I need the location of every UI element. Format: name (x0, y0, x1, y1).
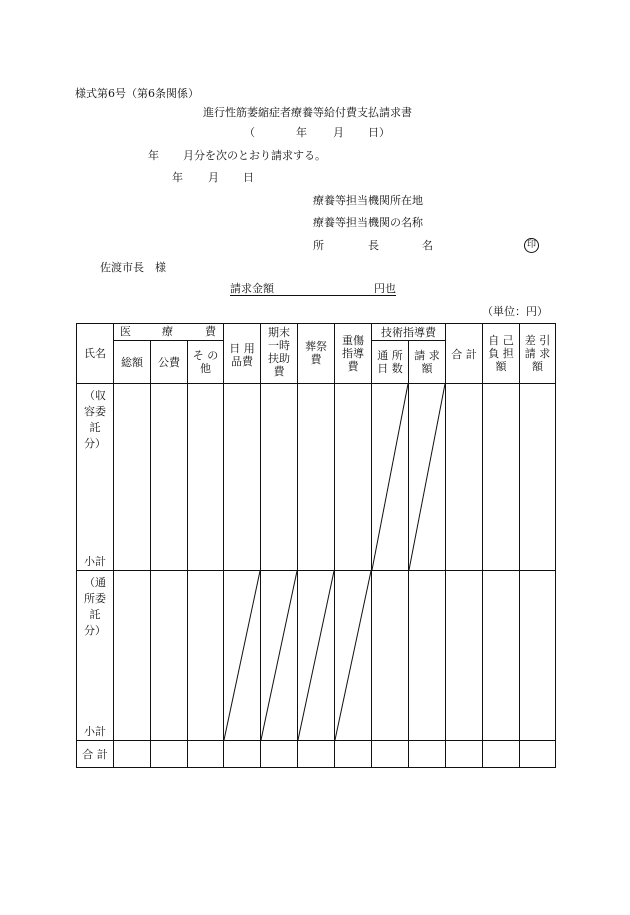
amount-suffix: 円也 (374, 282, 396, 295)
row-visit-line-3: 託 (89, 608, 101, 621)
strike-visit-funeral (261, 571, 297, 740)
sub-other-line-1: そ の (192, 349, 219, 362)
sub-claim-line-2: 額 (421, 362, 433, 375)
period-year: 年 (296, 126, 307, 139)
seal-icon: 印 (524, 238, 539, 253)
group-medical-c1: 医 (120, 325, 131, 338)
row-visit-subtotal: 小計 (84, 725, 106, 738)
row-resident-line-1: （収 (84, 389, 106, 402)
page-title: 進行性筋萎縮症者療養等給付費支払請求書 (203, 106, 412, 119)
col-self-line-3: 額 (495, 360, 507, 373)
period-month: 月 (333, 126, 344, 139)
institution-address-label: 療養等担当機関所在地 (313, 194, 423, 207)
sub-other-line-2: 他 (200, 362, 211, 375)
sub-public-header: 公費 (158, 356, 180, 369)
col-term-line-4: 費 (273, 365, 285, 378)
col-sum-header: 合 計 (451, 348, 477, 361)
director-label-3: 名 (422, 239, 433, 252)
row-resident-label (77, 388, 113, 452)
col-term-line-2: 一時 (268, 339, 290, 352)
col-net-line-1: 差 引 (524, 334, 551, 347)
row-resident-line-3: 託 (89, 421, 101, 434)
col-name-header: 氏名 (84, 347, 106, 360)
row-resident-subtotal: 小計 (84, 555, 106, 568)
table-border (77, 324, 556, 768)
col-self-pay-header (483, 334, 519, 373)
col-severe-line-1: 重傷 (342, 334, 364, 347)
col-net-claim-header (520, 334, 555, 373)
sub-other-header (188, 349, 223, 375)
col-severe-header (335, 334, 371, 373)
director-label-1: 所 (313, 239, 324, 252)
row-resident-line-4: 分） (84, 437, 106, 450)
date-day: 日 (243, 171, 254, 184)
group-tech-header: 技術指導費 (381, 326, 436, 339)
sub-visit-line-1: 通 所 (377, 349, 403, 362)
request-text: 月分を次のとおり請求する。 (183, 149, 326, 162)
col-daily-header (224, 342, 260, 368)
sub-visit-line-2: 日 数 (377, 362, 403, 375)
col-term-line-3: 扶助 (268, 352, 290, 365)
col-funeral-line-2: 費 (310, 353, 322, 366)
col-daily-line-1: 日 用 (229, 342, 255, 355)
row-grand-total: 合 計 (82, 748, 108, 761)
amount-label: 請求金額 (230, 282, 274, 295)
col-term-line-1: 期末 (268, 326, 290, 339)
date-year: 年 (172, 171, 183, 184)
col-daily-line-2: 品費 (231, 355, 253, 368)
col-term-aid-header (261, 326, 297, 378)
unit-note: （単位：円） (482, 305, 548, 318)
col-severe-line-2: 指導 (342, 347, 364, 360)
col-funeral-line-1: 葬祭 (305, 340, 327, 353)
col-severe-line-3: 費 (347, 360, 359, 373)
sub-claim-header (409, 349, 445, 375)
strike-visit-term-aid (224, 571, 260, 740)
col-net-line-2: 請 求 (524, 347, 551, 360)
director-label-2: 長 (368, 239, 379, 252)
row-visit-line-1: （通 (84, 576, 106, 589)
period-open: （ (244, 126, 255, 139)
row-visit-line-4: 分） (84, 624, 106, 637)
date-month: 月 (208, 171, 219, 184)
strike-visit-severe (298, 571, 334, 740)
col-net-line-3: 額 (532, 360, 543, 373)
row-visit-line-2: 所委 (84, 592, 106, 605)
sub-visit-days-header (372, 349, 408, 375)
group-medical-c3: 費 (205, 325, 216, 338)
strike-visit-tech (335, 571, 371, 740)
period-day: 日） (368, 126, 390, 139)
col-self-line-2: 負 担 (488, 347, 514, 360)
sub-total-amount-header: 総額 (121, 356, 143, 369)
row-visit-label (77, 575, 113, 639)
strike-resident-visit-days (372, 384, 408, 570)
strike-resident-claim (409, 384, 445, 570)
sub-claim-line-1: 請 求 (414, 349, 440, 362)
col-funeral-header (298, 340, 334, 366)
col-self-line-1: 自 己 (488, 334, 514, 347)
request-year: 年 (148, 149, 159, 162)
form-number: 様式第6号（第6条関係） (75, 87, 199, 100)
institution-name-label: 療養等担当機関の名称 (313, 216, 423, 229)
addressee: 佐渡市長 様 (100, 261, 166, 274)
row-resident-line-2: 容委 (84, 405, 106, 418)
group-medical-c2: 療 (162, 325, 173, 338)
